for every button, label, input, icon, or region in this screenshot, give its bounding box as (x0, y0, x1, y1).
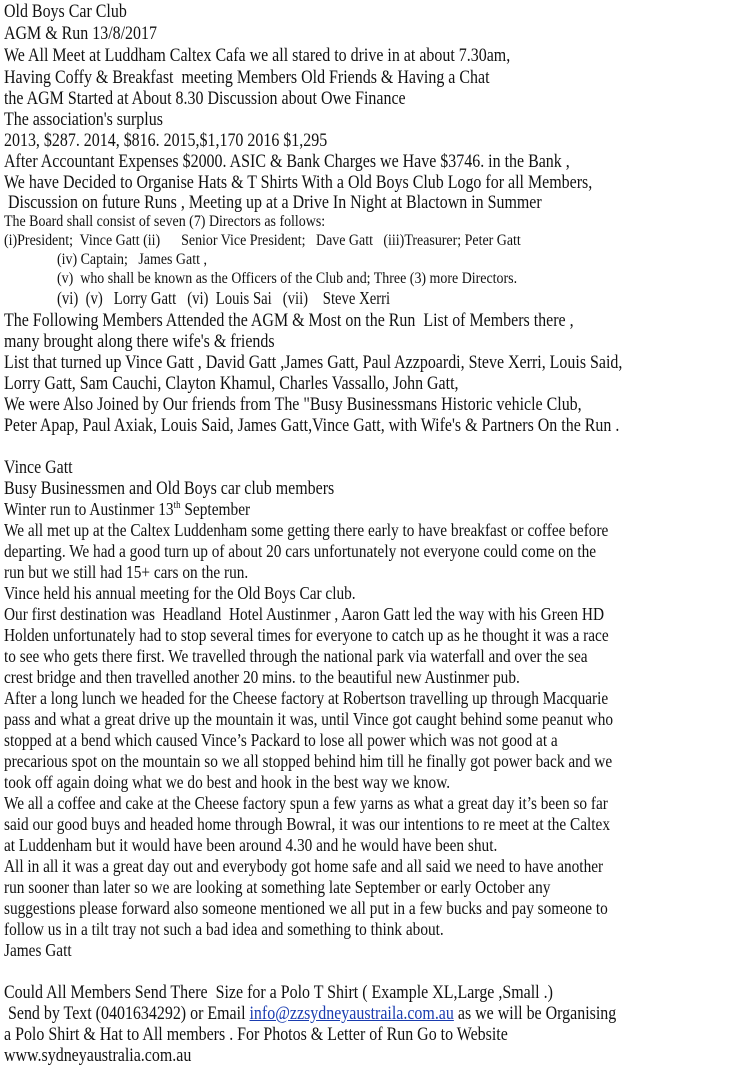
story-line: precarious spot on the mountain so we all stopped behind him till he finally got power back and we (4, 751, 613, 771)
board-captain: (iv) Captain; James Gatt , (57, 251, 207, 268)
run-title-ordinal: th (173, 500, 181, 512)
document-title: Old Boys Car Club (4, 1, 127, 22)
paragraph-line: We All Meet at Luddham Caltex Cafa we all stared to drive in at about 7.30am, (4, 45, 511, 66)
paragraph-line: The association's surplus (4, 109, 163, 130)
story-line: said our good buys and headed home through Bowral, it was our intentions to re meet at the Caltex (4, 814, 610, 834)
attendance-line: List that turned up Vince Gatt , David Gatt ,James Gatt, Paul Azzpoardi, Steve Xerri, Louis Said, (4, 352, 623, 373)
story-line: We all a coffee and cake at the Cheese factory spun a few yarns as what a great day it’s been so far (4, 793, 608, 813)
story-line: suggestions please forward also someone mentioned we all put in a few bucks and pay someone to (4, 898, 608, 918)
story-line: Our first destination was Headland Hotel Austinmer , Aaron Gatt led the way with his Green HD (4, 604, 605, 624)
story-line: run but we still had 15+ cars on the run. (4, 562, 249, 582)
story-line: departing. We had a good turn up of about 20 cars unfortunately not everyone could come on the (4, 541, 597, 561)
signature: James Gatt (4, 940, 72, 960)
story-line: follow us in a tilt tray not such a bad idea and something to think about. (4, 919, 444, 939)
story-line: stopped at a bend which caused Vince’s Packard to lose all power which was not good at a (4, 730, 558, 750)
story-line: Holden unfortunately had to stop several times for everyone to catch up as he thought it was a race (4, 625, 609, 645)
story-line: After a long lunch we headed for the Cheese factory at Robertson travelling up through Macquarie (4, 688, 609, 708)
contact-line (4, 1004, 616, 1023)
run-title-text: Winter run to Austinmer 13 (4, 499, 174, 519)
board-note: (v) who shall be known as the Officers of the Club and; Three (3) more Directors. (57, 270, 518, 287)
story-line: to see who gets there first. We travelled through the national park via waterfall and over the sea (4, 646, 588, 666)
run-title-month: September (180, 499, 251, 519)
story-line: All in all it was a great day out and everybody got home safe and all said we need to have another (4, 856, 604, 876)
attendance-line: We were Also Joined by Our friends from The "Busy Businessmans Historic vehicle Club, (4, 394, 582, 415)
run-title (4, 501, 250, 519)
polo-request: Could All Members Send There Size for a Polo T Shirt ( Example XL,Large ,Small .) (4, 982, 553, 1003)
attendance-line: many brought along there wife's & friends (4, 331, 275, 352)
paragraph-line: We have Decided to Organise Hats & T Shirts With a Old Boys Club Logo for all Members, (4, 172, 593, 193)
document-subtitle: AGM & Run 13/8/2017 (4, 23, 157, 44)
surplus-figures: 2013, $287. 2014, $816. 2015,$1,170 2016 $1,295 (4, 130, 328, 151)
author-name: Vince Gatt (4, 457, 73, 478)
board-directors: (vi) (v) Lorry Gatt (vi) Louis Sai (vii) Steve Xerri (57, 288, 391, 308)
contact-text: Send by Text (0401634292) or Email (4, 1003, 250, 1024)
board-heading: The Board shall consist of seven (7) Directors as follows: (4, 213, 326, 230)
story-line: Vince held his annual meeting for the Old Boys Car club. (4, 583, 356, 603)
paragraph-line: the AGM Started at About 8.30 Discussion about Owe Finance (4, 88, 406, 109)
email-link[interactable]: info@zzsydneyaustraila.com.au (249, 1003, 454, 1024)
story-line: run sooner than later so we are looking at something late September or early October any (4, 877, 551, 897)
paragraph-line: Having Coffy & Breakfast meeting Members Old Friends & Having a Chat (4, 67, 490, 88)
story-line: crest bridge and then travelled another 20 mins. to the beautiful new Austinmer pub. (4, 667, 520, 687)
contact-text-end: as we will be Organising (453, 1003, 617, 1024)
story-line: pass and what a great drive up the mountain it was, until Vince got caught behind some peanut who (4, 709, 614, 729)
group-name: Busy Businessmen and Old Boys car club members (4, 478, 335, 499)
story-line: at Luddenham but it would have been around 4.30 and he would have been shut. (4, 835, 498, 855)
attendance-line: The Following Members Attended the AGM & Most on the Run List of Members there , (4, 310, 574, 331)
board-officers: (i)President; Vince Gatt (ii) Senior Vice President; Dave Gatt (iii)Treasurer; Peter Gatt (4, 232, 521, 249)
attendance-line: Lorry Gatt, Sam Cauchi, Clayton Khamul, Charles Vassallo, John Gatt, (4, 373, 459, 394)
story-line: We all met up at the Caltex Luddenham some getting there early to have breakfast or coffee before (4, 520, 609, 540)
attendance-line: Peter Apap, Paul Axiak, Louis Said, James Gatt,Vince Gatt, with Wife's & Partners On the Run . (4, 415, 620, 436)
paragraph-line: Discussion on future Runs , Meeting up at a Drive In Night at Blactown in Summer (4, 192, 542, 213)
website-intro: a Polo Shirt & Hat to All members . For Photos & Letter of Run Go to Website (4, 1024, 508, 1045)
paragraph-line: After Accountant Expenses $2000. ASIC & Bank Charges we Have $3746. in the Bank , (4, 151, 570, 172)
story-line: took off again doing what we do best and hook in the best way we know. (4, 772, 451, 792)
website-url: www.sydneyaustralia.com.au (4, 1045, 192, 1066)
